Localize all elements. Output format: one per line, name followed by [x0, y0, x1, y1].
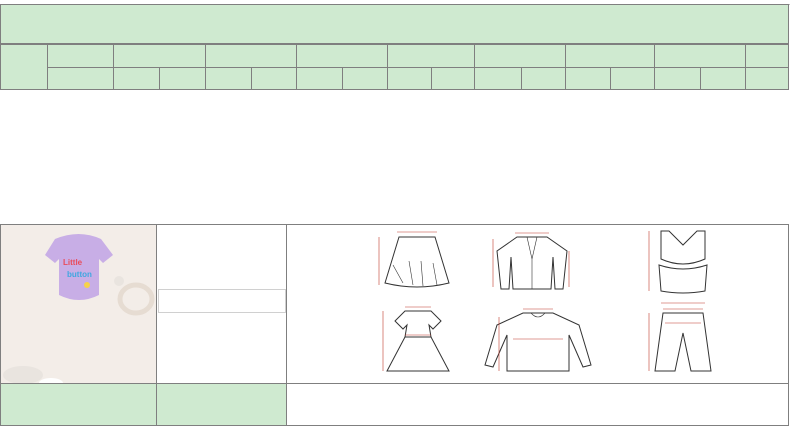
unit-weight	[746, 68, 789, 90]
longsleeve-diagram-icon	[485, 309, 591, 371]
skirt-diagram-icon	[379, 232, 449, 287]
unit-inch	[610, 68, 655, 90]
header-top-length	[388, 45, 475, 68]
dress-diagram-icon	[383, 307, 449, 371]
pants-diagram-icon	[649, 309, 711, 371]
unit-inch	[159, 68, 206, 90]
vest-diagram-icon	[649, 231, 707, 303]
header-hip	[566, 45, 655, 68]
header-shoulder	[206, 45, 297, 68]
unit-cm	[655, 68, 701, 90]
unit-cm	[388, 68, 431, 90]
page-title	[0, 4, 789, 44]
unit-cm	[297, 68, 343, 90]
measurement-diagrams	[357, 225, 719, 373]
product-picture-label	[0, 383, 157, 426]
unit-cm	[566, 68, 611, 90]
unit-inch	[342, 68, 388, 90]
unit-inch	[700, 68, 746, 90]
tips-text	[286, 383, 789, 426]
unit-cm	[114, 68, 160, 90]
svg-text:Little: Little	[63, 258, 83, 267]
header-sleeve	[297, 45, 388, 68]
header-waist	[475, 45, 566, 68]
jacket-diagram-icon	[493, 233, 569, 289]
unit-inch	[251, 68, 297, 90]
header-weight	[746, 45, 789, 68]
unit-year	[47, 68, 114, 90]
header-bust	[114, 45, 206, 68]
header-size	[1, 45, 48, 90]
product-image	[1, 225, 156, 383]
unit-cm	[206, 68, 252, 90]
unit-cm	[475, 68, 522, 90]
header-lower-length	[655, 45, 746, 68]
unit-inch	[521, 68, 566, 90]
header-age	[47, 45, 114, 68]
material-text	[158, 289, 286, 313]
svg-text:button: button	[67, 270, 92, 279]
product-picture	[0, 224, 157, 384]
size-table	[0, 44, 789, 90]
unit-inch	[431, 68, 474, 90]
main-ingredients-label	[156, 383, 287, 426]
